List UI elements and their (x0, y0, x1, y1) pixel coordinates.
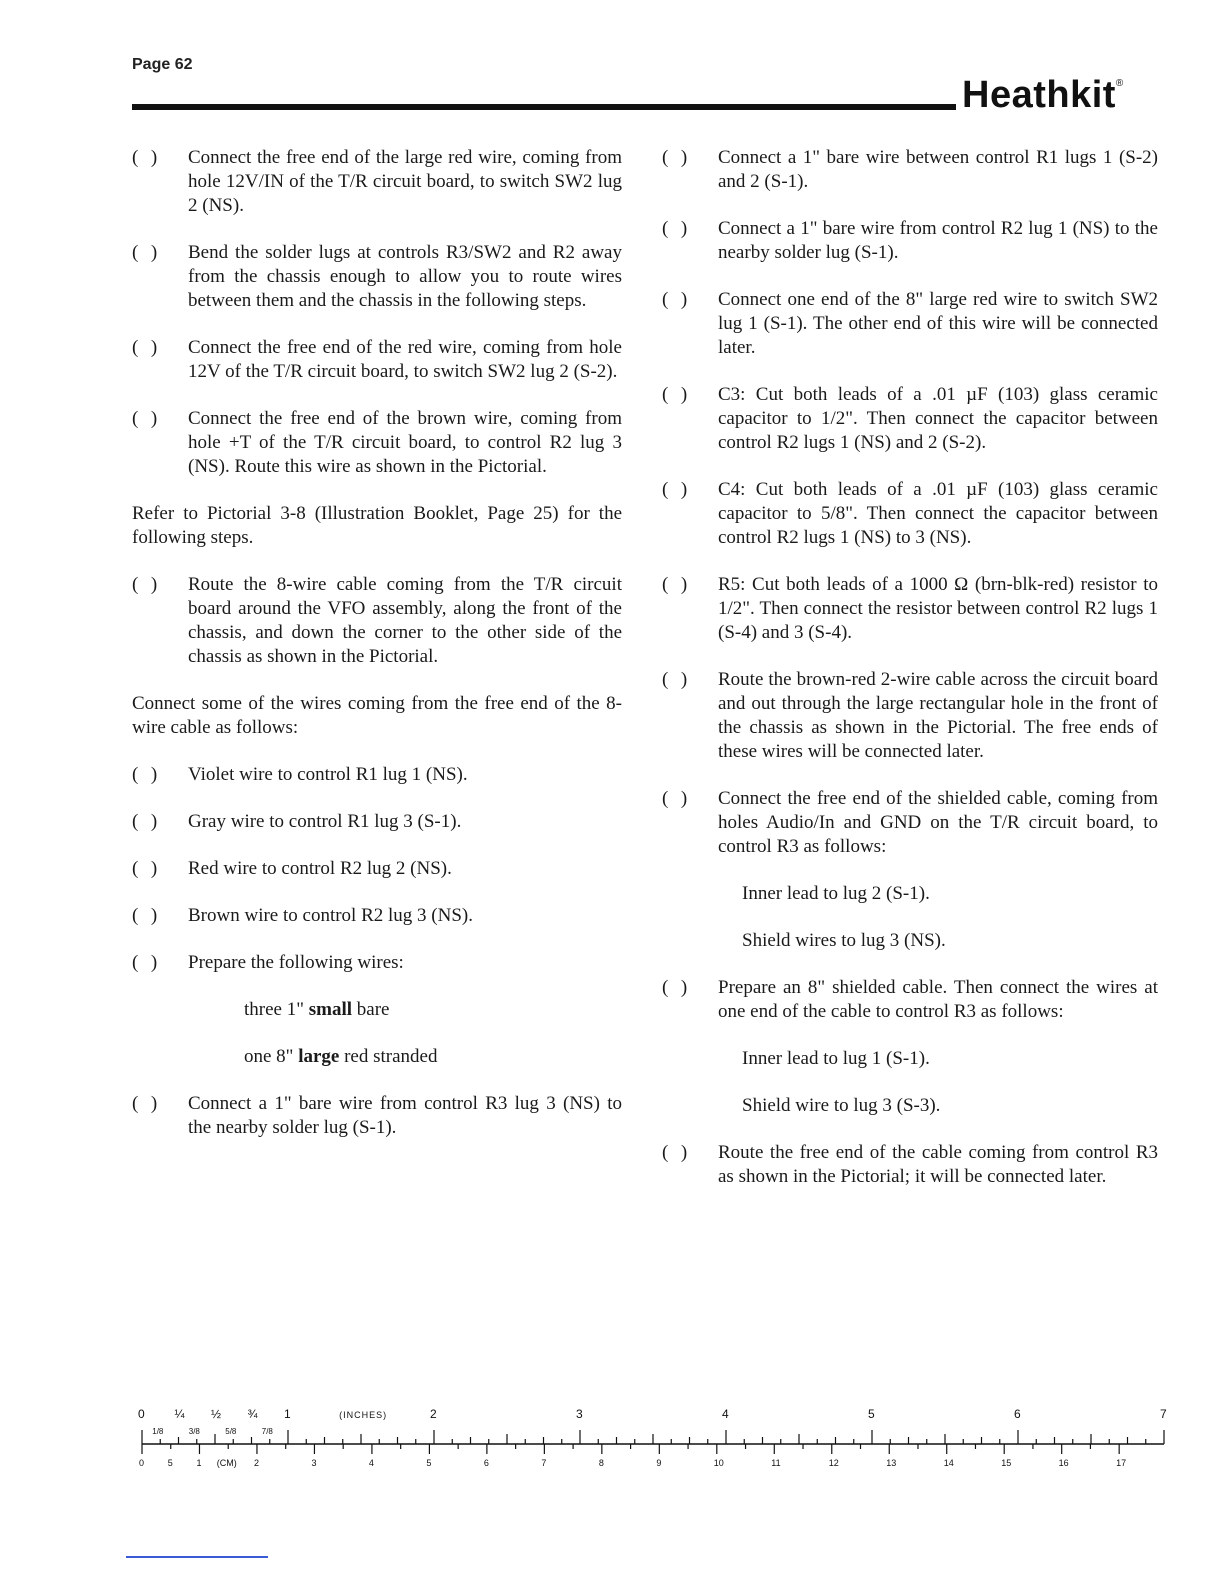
right-column (662, 146, 1158, 1212)
cm-unit-label: (CM) (216, 1458, 237, 1468)
step-text: Connect a 1" bare wire between control R1 lugs 1 (S-2) and 2 (S-1). (718, 147, 1158, 192)
cm-number: 2 (253, 1458, 259, 1468)
cm-number: 7 (541, 1458, 547, 1468)
cm-number: 9 (656, 1458, 662, 1468)
cm-number: 10 (713, 1458, 724, 1468)
left-column (132, 146, 622, 1163)
step-checkbox[interactable]: ( ) (662, 147, 689, 168)
brand-name: Heathkit (962, 74, 1116, 116)
wire-list-item (244, 1045, 622, 1069)
step-text: Violet wire to control R1 lug 1 (NS). (188, 764, 468, 785)
step-text: R5: Cut both leads of a 1000 Ω (brn-blk-red) resistor to 1/2". Then connect the resistor between control R2 lugs 1 (S-4) and 3 (S-4). (718, 574, 1158, 643)
page-number: Page 62 (132, 56, 193, 73)
wire-list-item (244, 998, 622, 1022)
cm-number: 12 (828, 1458, 839, 1468)
sub-step: Inner lead to lug 1 (S-1). (742, 1048, 930, 1069)
step-checkbox[interactable]: ( ) (132, 858, 159, 879)
sub-step: Shield wires to lug 3 (NS). (742, 930, 946, 951)
step-text: Connect a 1" bare wire from control R3 lug 3 (NS) to the nearby solder lug (S-1). (188, 1093, 622, 1138)
step-checkbox[interactable]: ( ) (132, 764, 159, 785)
step-checkbox[interactable]: ( ) (132, 905, 159, 926)
step-item (662, 668, 1158, 764)
inch-number: 0 (138, 1407, 145, 1421)
sub-step: Shield wire to lug 3 (S-3). (742, 1095, 941, 1116)
step-checkbox[interactable]: ( ) (662, 218, 689, 239)
step-checkbox[interactable]: ( ) (132, 952, 159, 973)
step-text: Connect the free end of the red wire, coming from hole 12V of the T/R circuit board, to switch SW2 lug 2 (S-2). (188, 337, 622, 382)
step-item (132, 951, 622, 975)
eighth-label: 5/8 (225, 1427, 237, 1436)
step-item (132, 763, 622, 787)
step-item (132, 573, 622, 669)
measurement-ruler (132, 1404, 1172, 1474)
header-rule (132, 104, 956, 110)
step-checkbox[interactable]: ( ) (662, 479, 689, 500)
step-text: C4: Cut both leads of a .01 µF (103) glass ceramic capacitor to 5/8". Then connect the capacitor between control R2 lugs 1 (NS) to 3 (NS). (718, 479, 1158, 548)
step-text: Connect the free end of the large red wire, coming from hole 12V/IN of the T/R circuit board, to switch SW2 lug 2 (NS). (188, 147, 622, 216)
step-item (132, 810, 622, 834)
inch-number: ¼ (174, 1407, 185, 1421)
cm-number: 17 (1116, 1458, 1127, 1468)
wire-size: large (298, 1046, 340, 1067)
inch-number: 3 (576, 1407, 583, 1421)
registered-mark: ® (1115, 78, 1124, 89)
step-text: Connect the free end of the shielded cable, coming from holes Audio/In and GND on the T/R circuit board, to control R3 as follows: (718, 788, 1158, 857)
inch-unit-label: (INCHES) (339, 1410, 388, 1420)
sub-step: Inner lead to lug 2 (S-1). (742, 883, 930, 904)
cm-number: 11 (771, 1458, 781, 1468)
cm-number: 0 (139, 1458, 145, 1468)
step-text: Connect the free end of the brown wire, coming from hole +T of the T/R circuit board, to control R2 lug 3 (NS). Route this wire as shown in the Pictorial. (188, 408, 622, 477)
step-item (662, 146, 1158, 194)
inch-number: 4 (722, 1407, 729, 1421)
step-item (132, 904, 622, 928)
step-checkbox[interactable]: ( ) (132, 408, 159, 429)
step-item (132, 857, 622, 881)
inch-number: 6 (1014, 1407, 1021, 1421)
instruction-paragraph: Connect some of the wires coming from the free end of the 8-wire cable as follows: (132, 693, 622, 738)
step-checkbox[interactable]: ( ) (662, 1142, 689, 1163)
cm-number: 3 (311, 1458, 317, 1468)
step-item (132, 146, 622, 218)
step-checkbox[interactable]: ( ) (662, 384, 689, 405)
step-item (662, 573, 1158, 645)
step-text: Bend the solder lugs at controls R3/SW2 and R2 away from the chassis enough to allow you to route wires between them and the chassis in the following steps. (188, 242, 622, 311)
inch-number: 1 (284, 1407, 291, 1421)
step-text: Route the 8-wire cable coming from the T/R circuit board around the VFO assembly, along the front of the chassis, and down the corner to the other side of the chassis as shown in the Pictorial. (188, 574, 622, 667)
step-checkbox[interactable]: ( ) (132, 811, 159, 832)
cm-number: 14 (943, 1458, 954, 1468)
wire-desc: bare (352, 999, 390, 1020)
step-item (662, 478, 1158, 550)
step-item (132, 336, 622, 384)
step-checkbox[interactable]: ( ) (132, 147, 159, 168)
step-item (662, 976, 1158, 1024)
cm-number: 5 (426, 1458, 432, 1468)
cm-number: 16 (1058, 1458, 1069, 1468)
step-text: Prepare the following wires: (188, 952, 404, 973)
cm-number: 15 (1001, 1458, 1012, 1468)
step-checkbox[interactable]: ( ) (132, 1093, 159, 1114)
step-item (132, 1092, 622, 1140)
step-checkbox[interactable]: ( ) (662, 574, 689, 595)
step-text: Connect a 1" bare wire from control R2 lug 1 (NS) to the nearby solder lug (S-1). (718, 218, 1158, 263)
wire-desc: three 1" (244, 999, 309, 1020)
inch-number: ½ (211, 1407, 222, 1421)
step-checkbox[interactable]: ( ) (662, 669, 689, 690)
brand-logo (962, 74, 1124, 117)
step-text: Route the brown-red 2-wire cable across the circuit board and out through the large rectangular hole in the front of the chassis as shown in the Pictorial. The free ends of these wires will be connected later. (718, 669, 1158, 762)
step-text: C3: Cut both leads of a .01 µF (103) glass ceramic capacitor to 1/2". Then connect the capacitor between control R2 lugs 1 (NS) and 2 (S-2). (718, 384, 1158, 453)
eighth-label: 7/8 (261, 1427, 273, 1436)
instruction-paragraph: Refer to Pictorial 3-8 (Illustration Booklet, Page 25) for the following steps. (132, 503, 622, 548)
step-item (662, 1141, 1158, 1189)
eighth-label: 1/8 (152, 1427, 164, 1436)
cm-number: 1 (196, 1458, 202, 1468)
cm-number: 5 (167, 1458, 173, 1468)
inch-number: 2 (430, 1407, 437, 1421)
step-item (662, 288, 1158, 360)
step-text: Gray wire to control R1 lug 3 (S-1). (188, 811, 462, 832)
eighth-label: 3/8 (188, 1427, 200, 1436)
wire-desc: red stranded (339, 1046, 438, 1067)
step-item (662, 787, 1158, 859)
step-item (662, 217, 1158, 265)
step-checkbox[interactable]: ( ) (132, 242, 159, 263)
wire-size: small (308, 999, 353, 1020)
step-text: Route the free end of the cable coming from control R3 as shown in the Pictorial; it will be connected later. (718, 1142, 1158, 1187)
cm-number: 6 (483, 1458, 489, 1468)
step-text: Connect one end of the 8" large red wire to switch SW2 lug 1 (S-1). The other end of this wire will be connected later. (718, 289, 1158, 358)
inch-number: 7 (1160, 1407, 1167, 1421)
step-checkbox[interactable]: ( ) (662, 788, 689, 809)
step-text: Red wire to control R2 lug 2 (NS). (188, 858, 452, 879)
step-checkbox[interactable]: ( ) (662, 289, 689, 310)
step-checkbox[interactable]: ( ) (662, 977, 689, 998)
step-checkbox[interactable]: ( ) (132, 337, 159, 358)
ruler-graphic (132, 1404, 1172, 1474)
cm-number: 4 (368, 1458, 374, 1468)
step-checkbox[interactable]: ( ) (132, 574, 159, 595)
wire-desc: one 8" (244, 1046, 299, 1067)
step-text: Brown wire to control R2 lug 3 (NS). (188, 905, 473, 926)
step-item (132, 407, 622, 479)
step-item (662, 383, 1158, 455)
step-item (132, 241, 622, 313)
cm-number: 8 (598, 1458, 604, 1468)
step-text: Prepare an 8" shielded cable. Then connect the wires at one end of the cable to control R3 as follows: (718, 977, 1158, 1022)
footer-link-line (126, 1556, 268, 1558)
cm-number: 13 (886, 1458, 897, 1468)
inch-number: 5 (868, 1407, 875, 1421)
inch-number: ¾ (247, 1407, 258, 1421)
